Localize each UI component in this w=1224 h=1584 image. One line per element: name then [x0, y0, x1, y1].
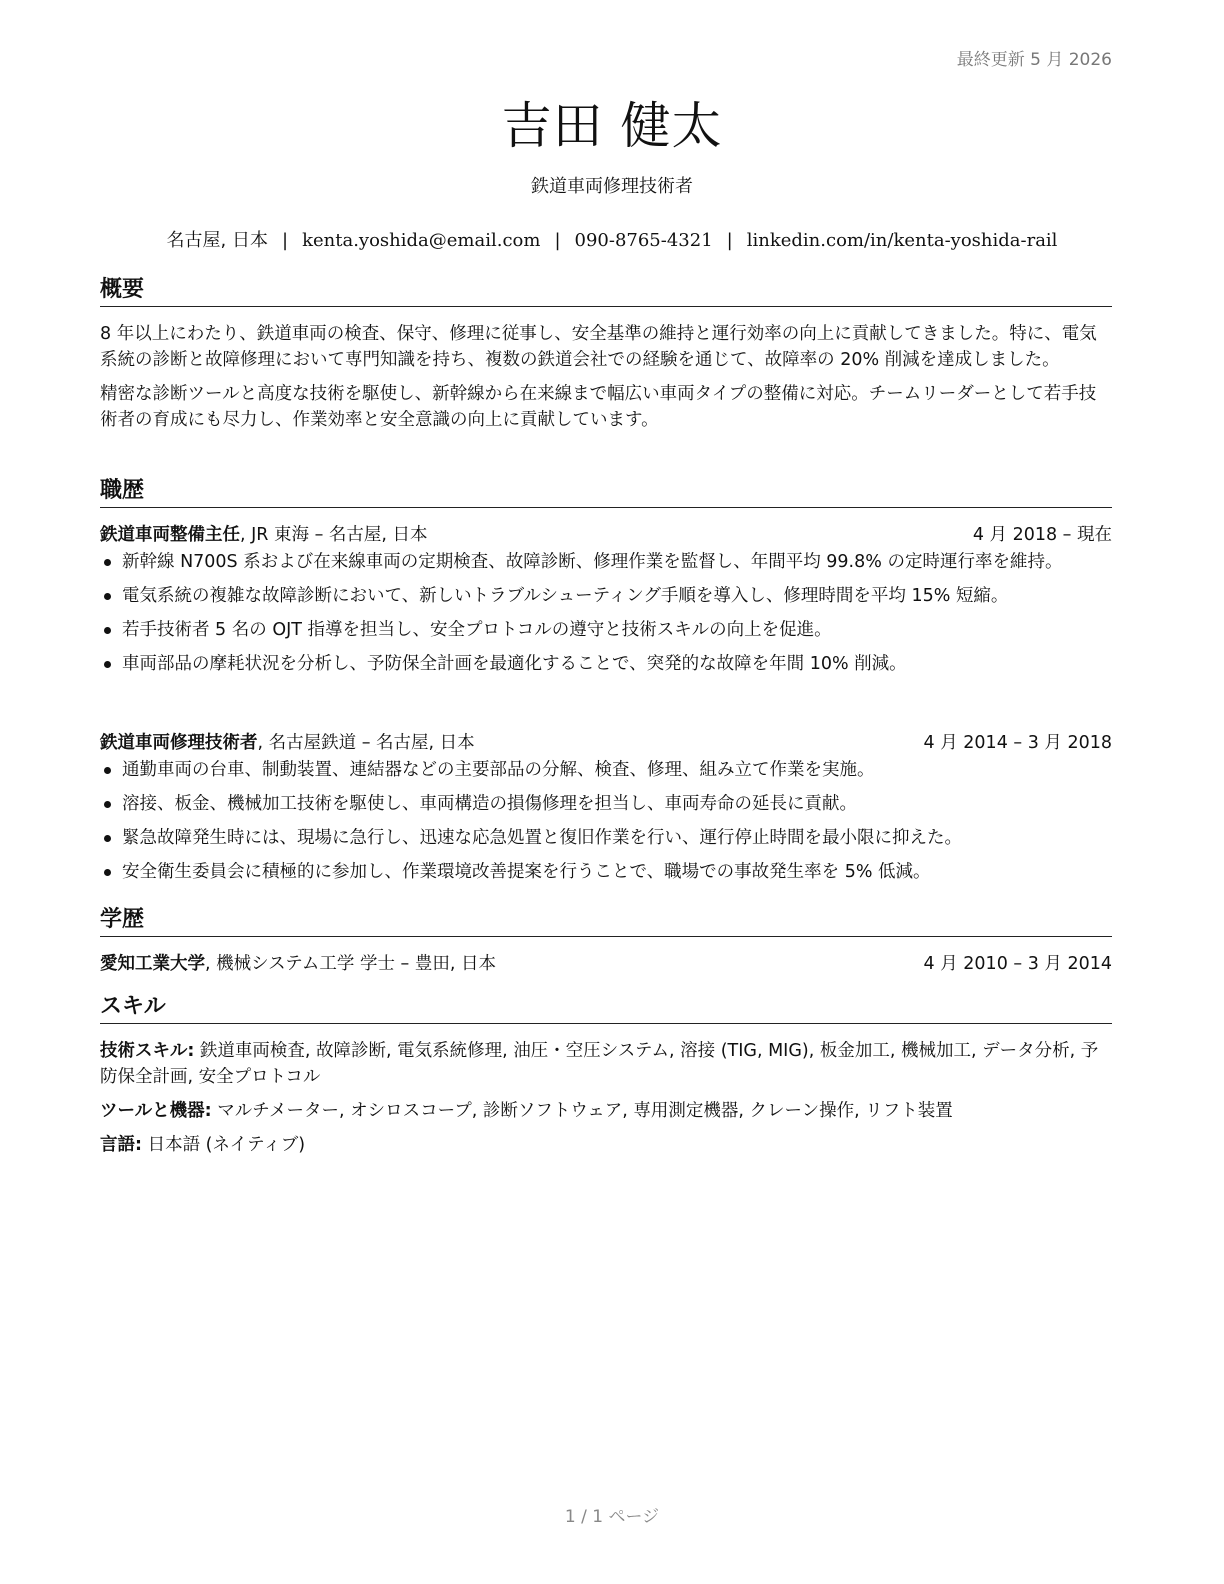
candidate-name: 吉田 健太: [501, 97, 723, 155]
contact-line: [0, 226, 1224, 252]
job-bullet: 新幹線 N700S 系および在来線車両の定期検査、故障診断、修理作業を監督し、年間平均 99.8% の定時運行率を維持。: [100, 549, 1112, 575]
job-bullet: 安全衛生委員会に積極的に参加し、作業環境改善提案を行うことで、職場での事故発生率を 5% 低減。: [100, 859, 1112, 885]
contact-phone[interactable]: 090-8765-4321: [574, 230, 713, 251]
last-updated: 最終更新 5 月 2026: [956, 50, 1112, 70]
contact-linkedin[interactable]: linkedin.com/in/kenta-yoshida-rail: [746, 230, 1058, 251]
skill-label: 技術スキル:: [100, 1041, 195, 1061]
summary-paragraph: 8 年以上にわたり、鉄道車両の検査、保守、修理に従事し、安全基準の維持と運行効率の向上に貢献してきました。特に、電気系統の診断と故障修理において専門知識を持ち、複数の鉄道会社での経験を通じて、故障率の 20% 削減を達成しました。: [100, 324, 1097, 370]
contact-email[interactable]: kenta.yoshida@email.com: [302, 230, 541, 251]
section-heading-education: 学歴: [100, 906, 1112, 937]
job-bullet: 車両部品の摩耗状況を分析し、予防保全計画を最適化することで、突発的な故障を年間 10% 削減。: [100, 651, 1112, 677]
job-organization: , 名古屋鉄道 – 名古屋, 日本: [257, 733, 475, 753]
job-bullet: 電気系統の複雑な故障診断において、新しいトラブルシューティング手順を導入し、修理時間を平均 15% 短縮。: [100, 583, 1112, 609]
skill-label: ツールと機器:: [100, 1101, 212, 1121]
contact-location: 名古屋, 日本: [166, 230, 268, 251]
job-header: [100, 521, 1112, 549]
skill-row: [100, 1132, 1112, 1158]
job-bullet: 若手技術者 5 名の OJT 指導を担当し、安全プロトコルの遵守と技術スキルの向上を促進。: [100, 617, 1112, 643]
summary-paragraph: 精密な診断ツールと高度な技術を駆使し、新幹線から在来線まで幅広い車両タイプの整備に対応。チームリーダーとして若手技術者の育成にも尽力し、作業効率と安全意識の向上に貢献しています。: [100, 384, 1097, 430]
job-bullet: 通勤車両の台車、制動装置、連結器などの主要部品の分解、検査、修理、組み立て作業を実施。: [100, 757, 1112, 783]
section-heading-summary: 概要: [100, 276, 1112, 307]
job-dates: 4 月 2018 – 現在: [972, 525, 1112, 545]
contact-separator: |: [282, 230, 289, 251]
candidate-title: 鉄道車両修理技術者: [531, 176, 693, 197]
section-heading-experience: 職歴: [100, 477, 1112, 508]
job-bullet: 溶接、板金、機械加工技術を駆使し、車両構造の損傷修理を担当し、車両寿命の延長に貢献。: [100, 791, 1112, 817]
page-number: 1 / 1 ページ: [564, 1507, 660, 1527]
education-header: [100, 950, 1112, 978]
skill-value: マルチメーター, オシロスコープ, 診断ソフトウェア, 専用測定機器, クレーン操作, リフト装置: [211, 1101, 953, 1121]
skills-section: [100, 1038, 1112, 1166]
skill-value: 鉄道車両検査, 故障診断, 電気系統修理, 油圧・空圧システム, 溶接 (TIG, MIG), 板金加工, 機械加工, データ分析, 予防保全計画, 安全プロトコル: [100, 1041, 1099, 1087]
skill-row: [100, 1098, 1112, 1124]
job-bullets: [100, 757, 1112, 885]
education-dates: 4 月 2010 – 3 月 2014: [923, 954, 1112, 974]
education-school: 愛知工業大学: [100, 954, 205, 974]
skill-label: 言語:: [100, 1135, 142, 1155]
job-organization: , JR 東海 – 名古屋, 日本: [240, 525, 428, 545]
job-entry: [100, 521, 1112, 685]
education-entry: [100, 950, 1112, 978]
job-bullets: [100, 549, 1112, 677]
job-dates: 4 月 2014 – 3 月 2018: [923, 733, 1112, 753]
summary-section: [100, 321, 1112, 441]
section-heading-skills: スキル: [100, 993, 1112, 1024]
job-entry: [100, 729, 1112, 893]
education-detail: , 機械システム工学 学士 – 豊田, 日本: [205, 954, 496, 974]
skill-row: [100, 1038, 1112, 1090]
job-bullet: 緊急故障発生時には、現場に急行し、迅速な応急処置と復旧作業を行い、運行停止時間を最小限に抑えた。: [100, 825, 1112, 851]
contact-separator: |: [726, 230, 733, 251]
skill-value: 日本語 (ネイティブ): [142, 1135, 306, 1155]
job-role: 鉄道車両修理技術者: [100, 733, 258, 753]
job-header: [100, 729, 1112, 757]
job-role: 鉄道車両整備主任: [100, 525, 240, 545]
contact-separator: |: [554, 230, 561, 251]
